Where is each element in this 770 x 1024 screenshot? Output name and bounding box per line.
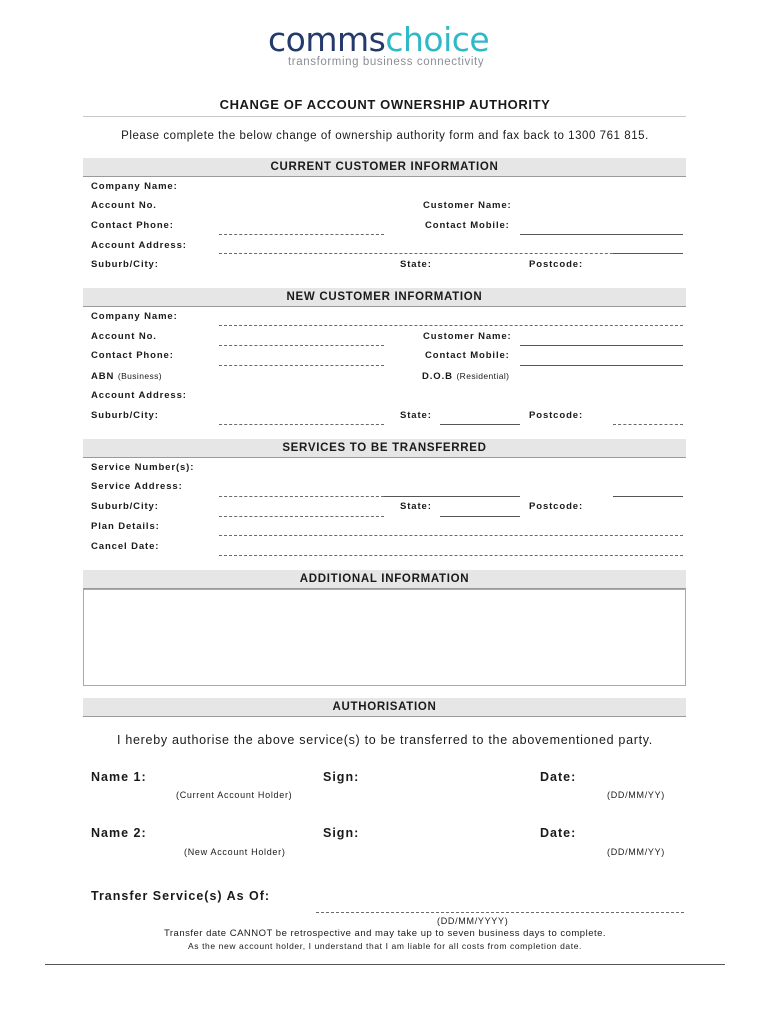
date1-format-note: (DD/MM/YY) [607,790,665,800]
current-contact-phone-field[interactable] [219,234,384,235]
current-state-label: State: [400,259,432,270]
transfer-date-field[interactable] [316,912,684,913]
section-header-new-customer: NEW CUSTOMER INFORMATION [83,288,686,307]
form-intro: Please complete the below change of ownership authority form and fax back to 1300 761 815. [121,130,649,142]
cancel-date-label: Cancel Date: [91,541,160,552]
new-postcode-label: Postcode: [529,410,584,421]
name2-label: Name 2: [91,826,147,840]
authorisation-statement: I hereby authorise the above service(s) to be transferred to the abovementioned party. [117,733,653,747]
title-divider [83,116,686,117]
sign2-label: Sign: [323,826,360,840]
name1-label: Name 1: [91,770,147,784]
new-customer-name-field[interactable] [520,345,683,346]
date1-label: Date: [540,770,577,784]
current-suburb-city-label: Suburb/City: [91,259,159,270]
transfer-date-format-note: (DD/MM/YYYY) [437,916,509,926]
new-suburb-city-field[interactable] [219,424,384,425]
date2-label: Date: [540,826,577,840]
transfer-date-label: Transfer Service(s) As Of: [91,889,271,903]
sign1-label: Sign: [323,770,360,784]
service-address-field-ext[interactable] [384,496,520,497]
name2-note: (New Account Holder) [184,847,286,857]
new-state-field[interactable] [440,424,520,425]
new-company-name-field[interactable] [219,325,683,326]
logo-text-choice: choice [385,20,490,59]
current-postcode-field[interactable] [613,253,683,254]
new-state-label: State: [400,410,432,421]
new-abn-label: ABN (Business) [91,371,162,382]
new-account-no-field[interactable] [219,345,384,346]
logo-text-comms: comms [268,20,386,59]
footnote-liability: As the new account holder, I understand that I am liable for all costs from completion date. [188,941,582,951]
section-header-authorisation: AUTHORISATION [83,698,686,717]
new-contact-mobile-label: Contact Mobile: [425,350,510,361]
new-suburb-city-label: Suburb/City: [91,410,159,421]
cancel-date-field[interactable] [219,555,683,556]
current-contact-phone-label: Contact Phone: [91,220,174,231]
new-postcode-field[interactable] [613,424,683,425]
service-postcode-label: Postcode: [529,501,584,512]
current-company-name-label: Company Name: [91,181,178,192]
service-address-field[interactable] [219,496,384,497]
name1-note: (Current Account Holder) [176,790,293,800]
service-address-field-end[interactable] [613,496,683,497]
new-dob-label: D.O.B (Residential) [422,371,510,382]
footnote-retrospective: Transfer date CANNOT be retrospective and may take up to seven business days to complete. [163,928,607,939]
date2-format-note: (DD/MM/YY) [607,847,665,857]
current-contact-mobile-label: Contact Mobile: [425,220,510,231]
section-header-services: SERVICES TO BE TRANSFERRED [83,439,686,458]
service-state-field[interactable] [440,516,520,517]
plan-details-field[interactable] [219,535,683,536]
bottom-divider [45,964,725,965]
section-header-current-customer: CURRENT CUSTOMER INFORMATION [83,158,686,177]
service-numbers-label: Service Number(s): [91,462,195,473]
service-suburb-city-label: Suburb/City: [91,501,159,512]
section-header-additional-info: ADDITIONAL INFORMATION [83,570,686,589]
plan-details-label: Plan Details: [91,521,160,532]
commschoice-logo [268,20,489,60]
current-account-no-label: Account No. [91,200,157,211]
new-account-no-label: Account No. [91,331,157,342]
new-contact-phone-field[interactable] [219,365,384,366]
form-title: CHANGE OF ACCOUNT OWNERSHIP AUTHORITY [219,97,551,112]
new-company-name-label: Company Name: [91,311,178,322]
additional-info-textarea[interactable] [83,589,686,686]
new-contact-phone-label: Contact Phone: [91,350,174,361]
service-address-label: Service Address: [91,481,183,492]
current-customer-name-label: Customer Name: [423,200,512,211]
new-contact-mobile-field[interactable] [520,365,683,366]
logo-tagline: transforming business connectivity [288,56,485,68]
new-account-address-label: Account Address: [91,390,187,401]
current-postcode-label: Postcode: [529,259,584,270]
new-customer-name-label: Customer Name: [423,331,512,342]
service-suburb-city-field[interactable] [219,516,384,517]
service-state-label: State: [400,501,432,512]
current-contact-mobile-field[interactable] [520,234,683,235]
current-account-address-label: Account Address: [91,240,187,251]
